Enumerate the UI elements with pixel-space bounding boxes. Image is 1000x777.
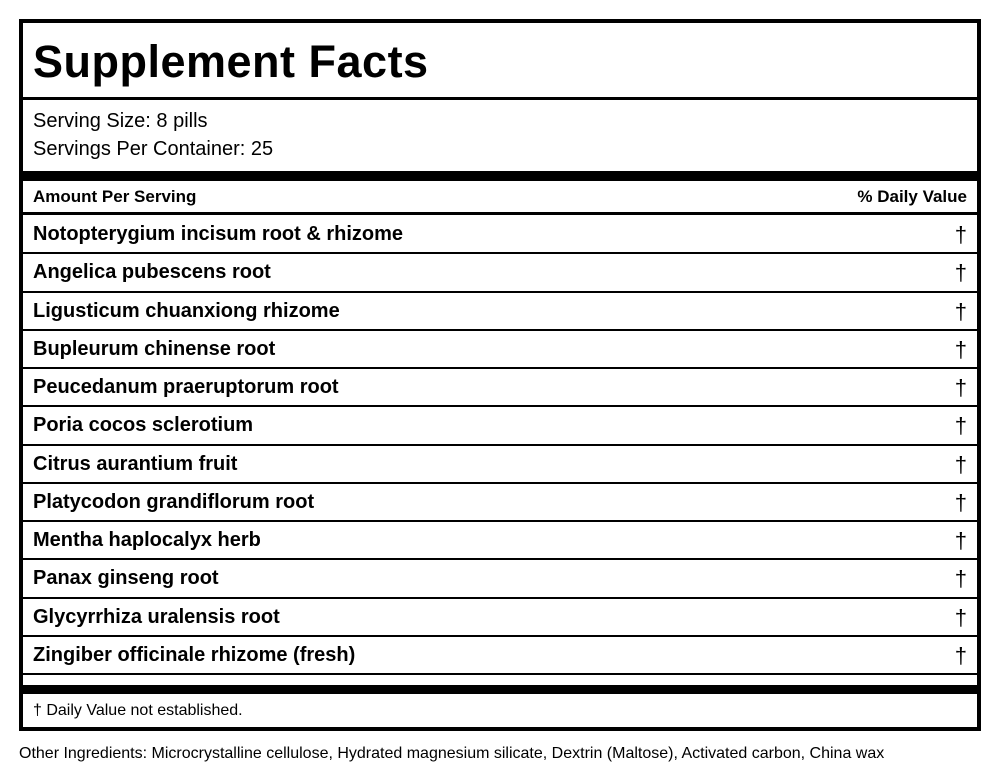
ingredient-row bbox=[23, 293, 977, 331]
serving-size: Serving Size: 8 pills bbox=[33, 110, 208, 132]
ingredient-row bbox=[23, 484, 977, 522]
daily-value-dagger: † bbox=[954, 413, 967, 439]
ingredient-name: Ligusticum chuanxiong rhizome bbox=[33, 299, 340, 322]
servings-per-container: Servings Per Container: 25 bbox=[33, 138, 274, 160]
ingredient-name: Panax ginseng root bbox=[33, 567, 219, 590]
ingredient-name: Angelica pubescens root bbox=[33, 261, 271, 284]
ingredient-row bbox=[23, 369, 977, 407]
divider bbox=[23, 97, 977, 100]
supplement-facts-panel bbox=[19, 19, 981, 731]
thick-divider bbox=[23, 685, 977, 694]
ingredient-row bbox=[23, 560, 977, 598]
divider bbox=[23, 212, 977, 215]
daily-value-dagger: † bbox=[954, 451, 967, 477]
ingredient-row bbox=[23, 254, 977, 292]
ingredient-name: Bupleurum chinense root bbox=[33, 337, 276, 360]
daily-value-dagger: † bbox=[954, 566, 967, 592]
daily-value-dagger: † bbox=[954, 604, 967, 630]
ingredient-name: Glycyrrhiza uralensis root bbox=[33, 605, 280, 628]
ingredient-row bbox=[23, 599, 977, 637]
ingredient-name: Notopterygium incisum root & rhizome bbox=[33, 223, 404, 245]
column-header bbox=[23, 183, 977, 211]
ingredient-name: Platycodon grandiflorum root bbox=[33, 490, 315, 513]
daily-value-dagger: † bbox=[954, 298, 967, 324]
daily-value-dagger: † bbox=[954, 222, 967, 247]
amount-per-serving-label: Amount Per Serving bbox=[33, 187, 197, 206]
thick-divider bbox=[23, 171, 977, 181]
daily-value-dagger: † bbox=[954, 375, 967, 400]
ingredient-list bbox=[23, 216, 977, 675]
ingredient-name: Mentha haplocalyx herb bbox=[33, 529, 261, 551]
daily-value-dagger: † bbox=[954, 260, 967, 286]
ingredient-name: Peucedanum praeruptorum root bbox=[33, 376, 339, 398]
serving-info bbox=[33, 107, 273, 163]
ingredient-row bbox=[23, 522, 977, 560]
ingredient-row bbox=[23, 216, 977, 254]
daily-value-dagger: † bbox=[954, 528, 967, 553]
ingredient-row bbox=[23, 407, 977, 445]
ingredient-name: Zingiber officinale rhizome (fresh) bbox=[33, 643, 356, 666]
daily-value-dagger: † bbox=[954, 642, 967, 668]
ingredient-row bbox=[23, 637, 977, 675]
daily-value-label: % Daily Value bbox=[857, 187, 967, 206]
daily-value-dagger: † bbox=[954, 489, 967, 515]
ingredient-row bbox=[23, 446, 977, 484]
daily-value-footnote: † Daily Value not established. bbox=[33, 702, 243, 719]
ingredient-row bbox=[23, 331, 977, 369]
ingredient-name: Citrus aurantium fruit bbox=[33, 452, 238, 475]
other-ingredients: Other Ingredients: Microcrystalline cellulose, Hydrated magnesium silicate, Dextrin (Maltose), Activated carbon, China wax bbox=[19, 745, 885, 762]
panel-title: Supplement Facts bbox=[33, 36, 429, 87]
ingredient-name: Poria cocos sclerotium bbox=[33, 414, 254, 437]
daily-value-dagger: † bbox=[954, 336, 967, 362]
